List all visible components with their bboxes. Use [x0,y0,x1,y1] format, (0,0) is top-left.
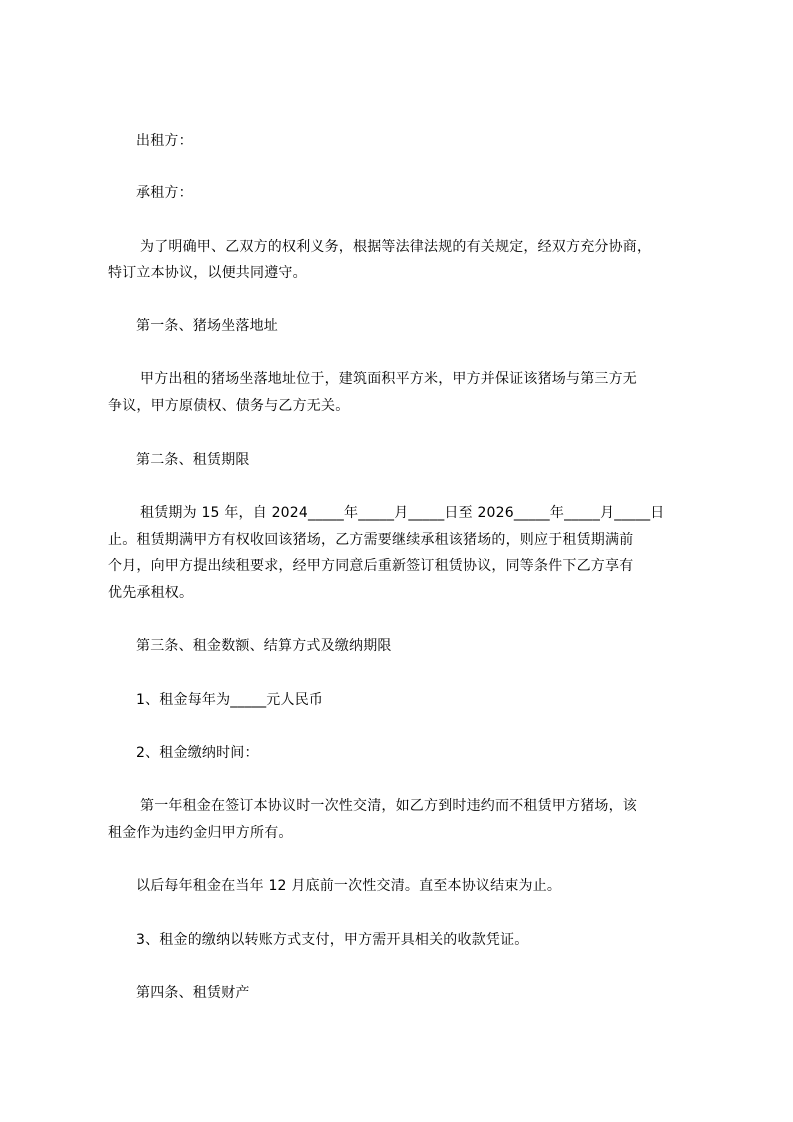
article1-title: 第一条、猪场坐落地址 [136,318,278,334]
article3-item-1: 1、租金每年为_____元人民币 [136,692,324,708]
article3-para1-line-2: 租金作为违约金归甲方所有。 [108,825,293,841]
article3-para-2: 以后每年租金在当年 12 月底前一次性交清。直至本协议结束为止。 [136,878,562,894]
article2-line-4: 优先承租权。 [108,585,194,601]
intro-line-1: 为了明确甲、乙双方的权利义务，根据等法律法规的有关规定，经双方充分协商， [140,239,652,255]
article3-title: 第三条、租金数额、结算方式及缴纳期限 [136,638,392,654]
article4-title: 第四条、租赁财产 [136,985,250,1001]
lessee-label: 承租方： [136,185,193,201]
lessor-label: 出租方： [136,133,193,149]
article3-item-3: 3、租金的缴纳以转账方式支付，甲方需开具相关的收款凭证。 [136,932,529,948]
article2-title: 第二条、租赁期限 [136,452,250,468]
intro-line-2: 特订立本协议，以便共同遵守。 [108,265,307,281]
article2-line-3: 个月，向甲方提出续租要求，经甲方同意后重新签订租赁协议，同等条件下乙方享有 [108,558,634,574]
article1-line-2: 争议，甲方原债权、债务与乙方无关。 [108,398,350,414]
article3-para1-line-1: 第一年租金在签订本协议时一次性交清，如乙方到时违约而不租赁甲方猪场，该 [140,798,637,814]
article3-item-2: 2、租金缴纳时间： [136,745,259,761]
article2-line-2: 止。租赁期满甲方有权收回该猪场，乙方需要继续承租该猪场的，则应于租赁期满前 [108,532,634,548]
article2-line-1: 租赁期为 15 年，自 2024_____年_____月_____日至 2026_____年_____月_____日 [140,505,665,521]
article1-line-1: 甲方出租的猪场坐落地址位于，建筑面积平方米，甲方并保证该猪场与第三方无 [140,371,637,387]
